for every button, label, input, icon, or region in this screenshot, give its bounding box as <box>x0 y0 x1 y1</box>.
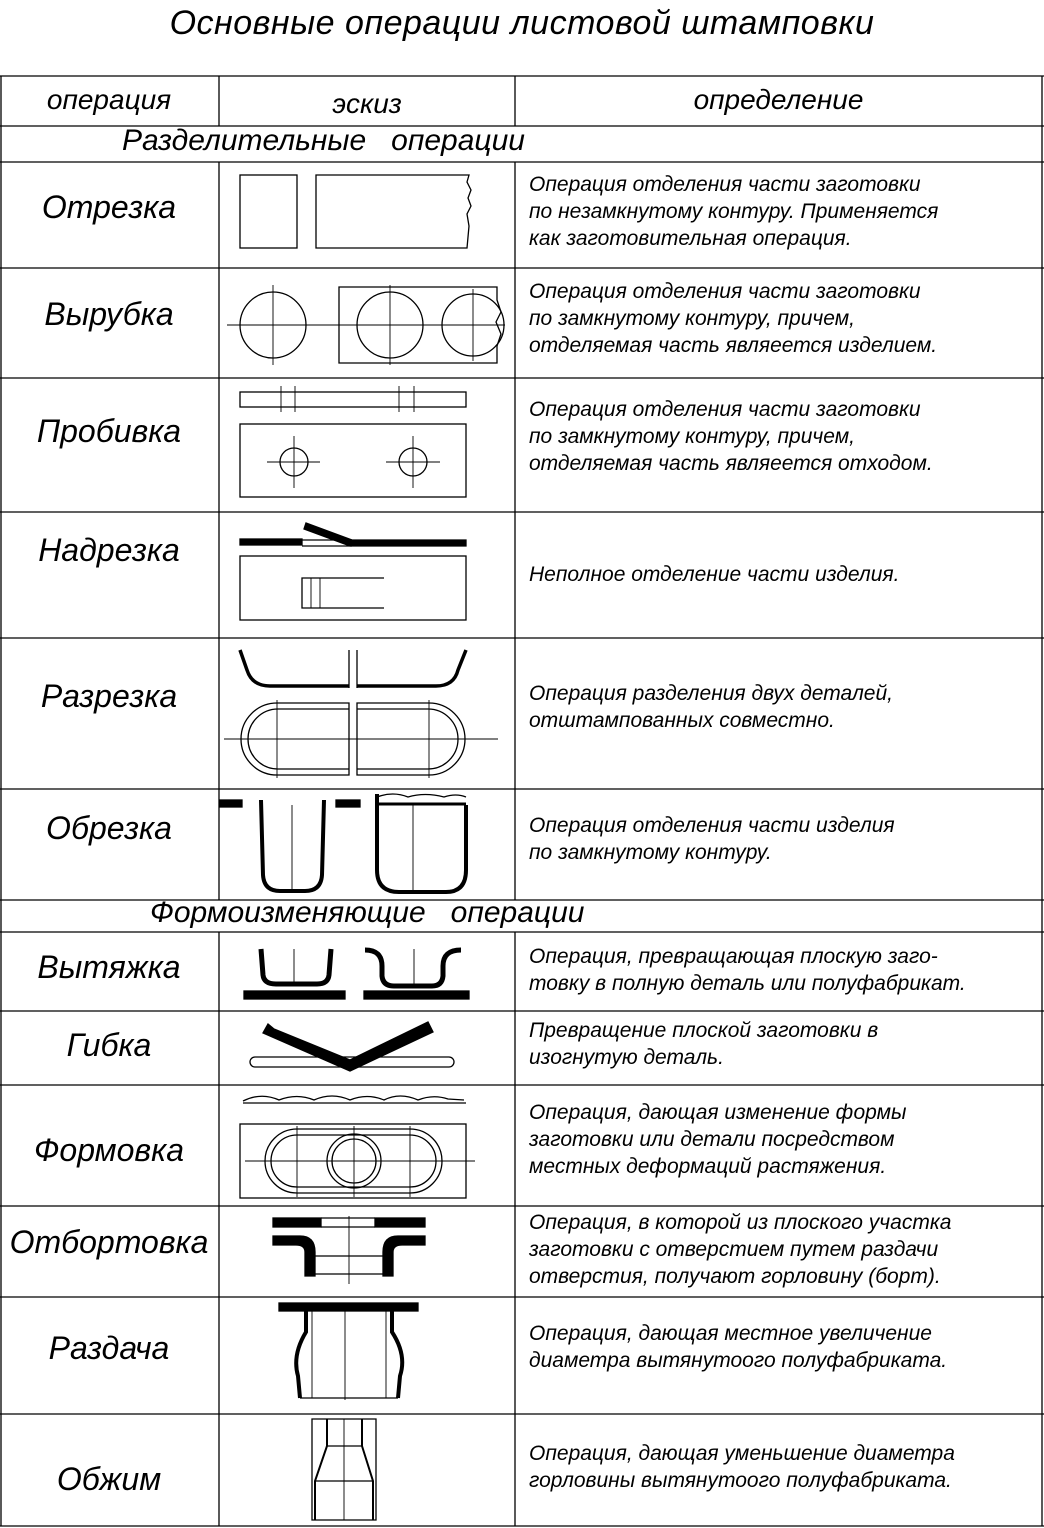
sketch-blanking <box>227 285 505 365</box>
sketch-flanging <box>273 1216 425 1284</box>
op-name: Вырубка <box>44 296 174 332</box>
sketch-necking <box>312 1419 376 1520</box>
op-definition: Операция разделения двух деталей, отштампованных совместно. <box>529 682 893 732</box>
op-name: Надрезка <box>38 532 180 568</box>
op-name: Гибка <box>66 1027 152 1063</box>
sketch-expanding <box>279 1303 418 1400</box>
op-name: Отбортовка <box>9 1224 209 1260</box>
op-definition: Операция, дающая местное увеличение диаметра вытянутоого полуфабриката. <box>529 1322 948 1372</box>
op-definition: Операция, превращающая плоскую заго- товку в полную деталь или полуфабрикат. <box>529 945 966 995</box>
sketch-piercing <box>240 386 466 497</box>
header-definition: определение <box>693 84 864 115</box>
section-separating: Разделительные операции <box>122 124 525 157</box>
header-operation: операция <box>46 84 172 115</box>
op-name: Вытяжка <box>37 949 181 985</box>
op-name: Отрезка <box>41 189 177 225</box>
op-definition: Операция, в которой из плоского участка заготовки с отверстием путем раздачи отверстия, получают горловину (борт). <box>529 1211 952 1288</box>
op-definition: Операция отделения части заготовки по незамкнутому контуру. Применяется как заготовительная операция. <box>529 173 939 250</box>
op-name: Раздача <box>48 1330 170 1366</box>
sketch-bending <box>250 1022 454 1071</box>
page-title: Основные операции листовой штамповки <box>169 4 875 42</box>
op-name: Обжим <box>56 1461 162 1497</box>
op-name: Формовка <box>33 1132 184 1168</box>
op-definition: Превращение плоской заготовки в изогнутую деталь. <box>529 1019 879 1069</box>
op-definition: Операция отделения части заготовки по замкнутому контуру, причем, отделяемая часть являеется отходом. <box>529 398 933 475</box>
op-name: Обрезка <box>46 810 172 846</box>
op-definition: Операция, дающая уменьшение диаметра горловины вытянутоого полуфабриката. <box>529 1442 955 1492</box>
sketch-parting <box>224 650 498 778</box>
sketch-cutoff <box>240 175 471 248</box>
sketch-lancing <box>240 523 466 620</box>
op-name: Разрезка <box>40 678 178 714</box>
op-definition: Операция отделения части изделия по замкнутому контуру. <box>529 814 895 864</box>
op-name: Пробивка <box>36 413 182 449</box>
op-definition: Операция отделения части заготовки по замкнутому контуру, причем, отделяемая часть являеется изделием. <box>529 280 938 357</box>
sketch-trimming <box>220 794 466 893</box>
op-definition: Операция, дающая изменение формы заготовки или детали посредством местных деформаций растяжения. <box>529 1101 907 1178</box>
header-sketch: эскиз <box>332 88 402 119</box>
sketch-drawing <box>244 949 469 999</box>
op-definition: Неполное отделение части изделия. <box>529 563 900 586</box>
sketch-forming <box>240 1096 475 1198</box>
section-forming: Формоизменяющие операции <box>150 896 585 929</box>
